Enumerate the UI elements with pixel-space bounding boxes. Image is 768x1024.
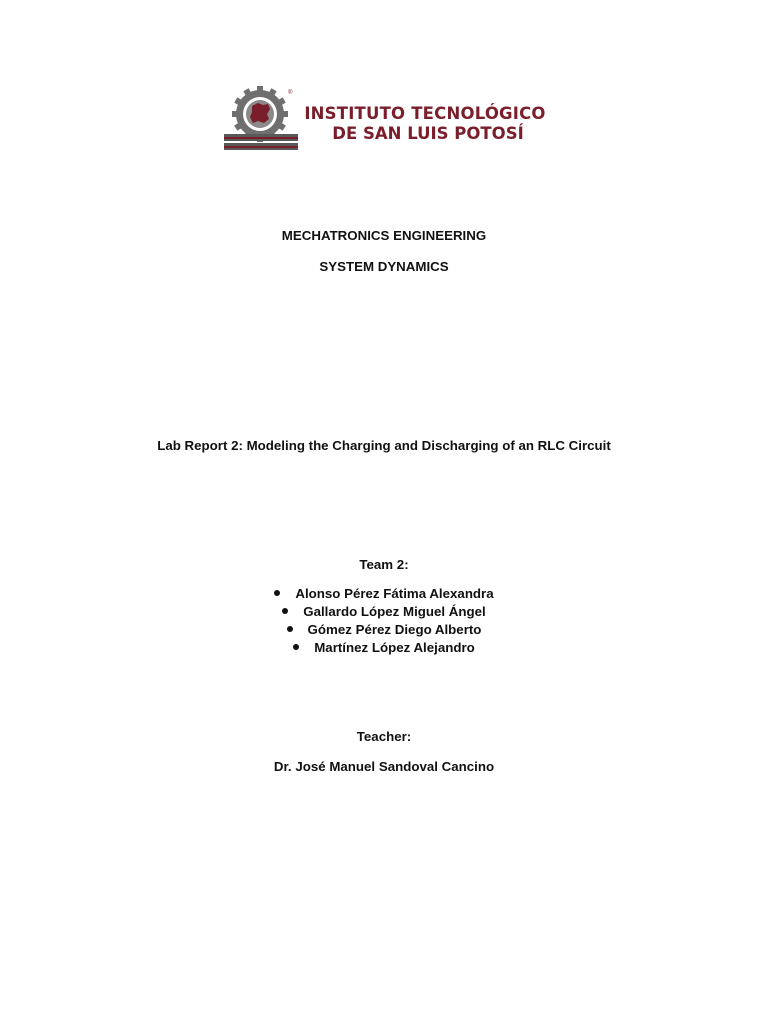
bullet-icon (282, 608, 288, 614)
institute-name (302, 104, 548, 144)
bullet-icon (287, 626, 293, 632)
course-name: SYSTEM DYNAMICS (319, 259, 449, 274)
institute-name-line2: DE SAN LUIS POTOSÍ (332, 124, 524, 143)
report-title: Lab Report 2: Modeling the Charging and Discharging of an RLC Circuit (157, 438, 611, 453)
team-member-name: Gallardo López Miguel Ángel (303, 604, 486, 619)
bullet-icon (274, 590, 280, 596)
registered-mark: ® (288, 90, 293, 96)
institute-logo (222, 84, 552, 156)
team-member-list (0, 585, 768, 657)
team-member-name: Martínez López Alejandro (314, 640, 475, 655)
team-member-name: Alonso Pérez Fátima Alexandra (295, 586, 494, 601)
program-name: MECHATRONICS ENGINEERING (281, 228, 487, 243)
team-label: Team 2: (359, 557, 409, 572)
teacher-name: Dr. José Manuel Sandoval Cancino (273, 759, 495, 774)
institute-name-line1: INSTITUTO TECNOLÓGICO (304, 104, 546, 123)
teacher-label: Teacher: (356, 729, 412, 744)
list-item (0, 585, 768, 603)
list-item (0, 621, 768, 639)
team-member-name: Gómez Pérez Diego Alberto (307, 622, 482, 637)
bullet-icon (293, 644, 299, 650)
list-item (0, 603, 768, 621)
list-item (0, 639, 768, 657)
